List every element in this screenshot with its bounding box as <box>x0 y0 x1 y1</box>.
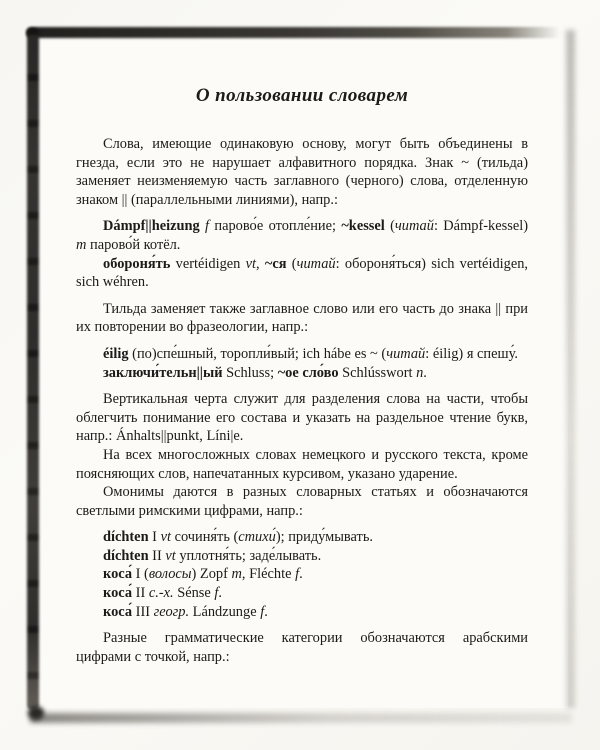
italic-label: vt <box>160 529 171 546</box>
text-line <box>76 345 528 364</box>
plain-text: : обороня́ться) sich vertéidigen, sich wéhren. <box>76 255 529 291</box>
italic-label: m <box>231 566 242 583</box>
plain-text: : éilig) я спешу́. <box>425 345 518 362</box>
italic-label: f <box>205 218 210 235</box>
plain-text: уплотня́ть; заде́лывать. <box>175 547 322 564</box>
plain-text: . <box>299 566 303 583</box>
plain-text: I <box>148 529 161 546</box>
headword-text: обороня́ть <box>103 255 171 272</box>
italic-label: волосы <box>148 566 192 583</box>
headword-text: díchten <box>103 529 149 546</box>
plain-text: II <box>148 547 166 564</box>
plain-text: I ( <box>132 566 149 583</box>
headword-text: Dámpf||heizung <box>103 218 200 235</box>
headword-text: díchten <box>103 547 149 564</box>
headword-text: коса́ <box>103 603 133 620</box>
italic-label: n <box>416 364 424 381</box>
plain-text: Разные грамматические категории обозначаются арабскими цифрами с точкой, напр.: <box>76 630 528 665</box>
italic-label: читай <box>296 255 336 272</box>
plain-text: , <box>256 255 265 272</box>
plain-text: Вертикальная черта служит для разделения слова на части, чтобы облегчить понимание его состава и указать на раздельное чтение букв, напр.: Ánhalts||punkt, Líni|e. <box>76 391 528 445</box>
plain-text: ( <box>286 255 297 272</box>
headword-text: коса́ <box>103 585 133 602</box>
scan-corner-smudge <box>28 706 44 720</box>
plain-text: Schluss; <box>222 364 278 381</box>
example-block <box>76 345 528 382</box>
text-line <box>76 584 528 603</box>
example-block <box>76 528 528 621</box>
scan-edge-right <box>566 30 575 708</box>
italic-label: vt <box>245 255 257 272</box>
scan-edge-bottom <box>30 713 572 723</box>
plain-text: парово́е отопле́ние; <box>209 218 342 235</box>
text-line <box>76 300 528 337</box>
example-block <box>76 217 528 291</box>
plain-text: II <box>132 585 149 602</box>
plain-text: сочиня́ть ( <box>170 529 239 546</box>
paragraph-block <box>76 390 528 446</box>
plain-text: Слова, имеющие одинаковую основу, могут быть объединены в гнезда, если это не нарушает алфавитного порядка. Знак ~ (тильда) заменяет неизменяемую часть заглавного (черного) слова, отделенную знаком || (параллельными линиями), напр.: <box>76 136 528 208</box>
text-line <box>76 364 528 383</box>
plain-text: . <box>218 585 222 602</box>
paragraph-block <box>76 629 528 666</box>
paragraph-block <box>76 135 528 209</box>
italic-label: геогр. <box>153 603 190 620</box>
plain-text: парово́й котёл. <box>86 236 181 253</box>
italic-label: читай <box>386 345 426 362</box>
text-line <box>76 629 528 666</box>
headword-text: ~kessel <box>341 218 385 235</box>
headword-text: éilig <box>103 345 129 362</box>
plain-text: : Dámpf-kessel) <box>433 218 528 235</box>
plain-text: На всех многосложных словах немецкого и русского текста, кроме поясняющих слов, напечатанных курсивом, указано ударение. <box>76 446 528 482</box>
plain-text: Sénse <box>173 585 215 602</box>
plain-text: III <box>132 603 154 620</box>
text-line <box>76 135 528 209</box>
plain-text: . <box>423 364 427 381</box>
italic-label: с.-х. <box>148 585 174 602</box>
scan-edge-left <box>27 28 39 710</box>
italic-label: f <box>214 585 219 602</box>
plain-text: Тильда заменяет также заглавное слово или его часть до знака || при их повторении во фразеологии, напр.: <box>76 300 528 336</box>
text-line <box>76 446 528 483</box>
headword-text: ~ся <box>264 255 287 272</box>
paragraph-block <box>76 300 528 337</box>
text-line <box>76 565 528 584</box>
page-title: О пользовании словарем <box>195 85 409 106</box>
text-line <box>76 547 528 566</box>
plain-text: Омонимы даются в разных словарных статьях и обозначаются светлыми римскими цифрами, напр.: <box>76 484 528 519</box>
headword-text: ~ое сло́во <box>277 364 339 381</box>
text-line <box>76 603 528 622</box>
headword-text: коса́ <box>103 566 133 583</box>
text-line <box>76 483 528 520</box>
plain-text: Lándzunge <box>189 603 261 620</box>
plain-text: Schlússwort <box>338 364 417 381</box>
italic-label: vt <box>165 547 176 564</box>
italic-label: m <box>76 236 87 253</box>
plain-text: . <box>264 603 268 620</box>
plain-text: (по)спе́шный, торопли́вый; ich hábe es ~ ( <box>128 345 387 362</box>
italic-label: стихи́ <box>238 529 276 546</box>
plain-text: ); приду́мывать. <box>275 529 374 546</box>
text-line <box>76 217 528 254</box>
headword-text: заключи́тельн||ый <box>103 364 223 381</box>
paragraph-block <box>76 446 528 483</box>
document-body <box>76 135 528 666</box>
italic-label: f <box>295 566 300 583</box>
scan-edge-top <box>26 27 560 38</box>
text-line <box>76 390 528 446</box>
plain-text: ) Zopf <box>191 566 232 583</box>
text-line <box>76 528 528 547</box>
plain-text: vertéidigen <box>170 255 246 272</box>
italic-label: f <box>260 603 265 620</box>
plain-text: , Fléchte <box>241 566 296 583</box>
italic-label: читай <box>394 218 434 235</box>
text-line <box>76 255 528 292</box>
plain-text: ( <box>384 218 395 235</box>
document-content <box>76 84 528 666</box>
paragraph-block <box>76 483 528 520</box>
